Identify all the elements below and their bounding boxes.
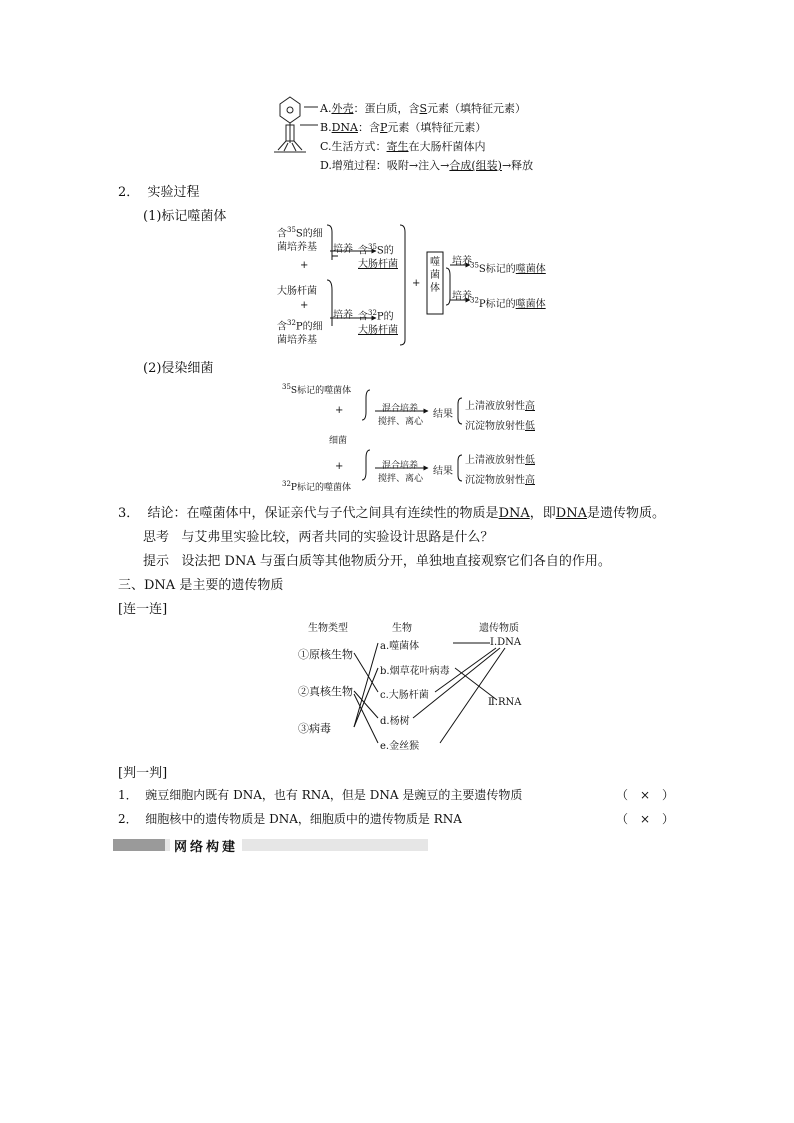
culture-1: 培养 [333,244,353,255]
s35-medium: 含$^{35}$S的细 菌培养基 [277,226,323,254]
connect-lines [354,643,505,743]
infect-plus-1: + [335,405,344,416]
material-dna: Ⅰ.DNA [490,637,522,648]
mix-2: 混合培养 [382,461,419,471]
phage-item-c: C.生活方式：寄生在大肠杆菌体内 [320,140,486,153]
s-sediment: 沉淀物放射性低 [465,421,535,432]
section-three-heading: 三、DNA 是主要的遗传物质 [118,578,284,593]
infect-p32-phage: $^{32}$P标记的噬菌体 [282,480,351,493]
organism-a: a.噬菌体 [380,641,420,652]
infect-plus-2: + [335,461,344,472]
judge-heading: [判一判] [118,766,168,781]
stir-1: 搅拌、离心 [378,417,424,427]
section-2b-heading: (2)侵染细菌 [143,361,214,376]
culture-3: 培养 [452,256,472,267]
judge-item-1: 1． 豌豆细胞内既有 DNA，也有 RNA，但是 DNA 是豌豆的主要遗传物质 [118,788,523,802]
section-3-conclusion: 3． 结论：在噬菌体中，保证亲代与子代之间具有连续性的物质是DNA，即DNA是遗传物质。 [118,506,665,521]
p32-ecoli: 含$^{32}$P的 大肠杆菌 [358,309,398,337]
organism-e: e.金丝猴 [380,741,420,752]
ecoli: 大肠杆菌 [277,286,317,297]
result-1: 结果 [433,409,453,420]
phage-item-a: A.外壳：蛋白质，含S元素（填特征元素） [320,102,526,115]
section-2a-heading: (1)标记噬菌体 [143,209,227,224]
plus-3: + [412,278,421,289]
organism-b: b.烟草花叶病毒 [380,666,450,677]
s-supernatant: 上清液放射性高 [465,401,535,412]
type-eukaryote: ②真核生物 [298,685,353,698]
col-organism: 生物 [392,623,412,634]
connect-heading: [连一连] [118,602,168,617]
organism-d: d.杨树 [380,716,410,727]
plus-2: + [300,300,309,311]
culture-2: 培养 [333,310,353,321]
p32-phage: $^{32}$P标记的噬菌体 [470,296,546,310]
culture-4: 培养 [452,291,472,302]
infect-s35-phage: $^{35}$S标记的噬菌体 [282,383,352,396]
judge-answer-1: （ × ） [616,788,675,802]
phage-icon [274,97,318,152]
material-rna: Ⅱ.RNA [488,697,522,708]
type-virus: ③病毒 [298,722,331,735]
think-line: 思考 与艾弗里实验比较，两者共同的实验设计思路是什么？ [143,530,494,545]
infect-bacteria: 细菌 [329,436,348,446]
phage-box: 噬菌体 [430,257,440,294]
section-bar-accent [113,839,165,851]
stir-2: 搅拌、离心 [378,474,424,484]
result-2: 结果 [433,466,453,477]
s35-phage: $^{35}$S标记的噬菌体 [470,261,546,275]
judge-answer-2: （ × ） [616,812,675,826]
phage-item-d: D.增殖过程：吸附→注入→合成(组装)→释放 [320,159,534,172]
plus-1: + [300,260,309,271]
s35-ecoli: 含$^{35}$S的 大肠杆菌 [358,243,398,271]
hint-line: 提示 设法把 DNA 与蛋白质等其他物质分开，单独地直接观察它们各自的作用。 [143,554,611,569]
section-2-heading: 2． 实验过程 [118,185,200,200]
p32-medium: 含$^{32}$P的细 菌培养基 [277,319,323,347]
judge-item-2: 2． 细胞核中的遗传物质是 DNA，细胞质中的遗传物质是 RNA [118,812,462,826]
p-supernatant: 上清液放射性低 [465,455,535,466]
type-prokaryote: ①原核生物 [298,648,353,661]
mix-1: 混合培养 [382,404,419,414]
col-material: 遗传物质 [479,623,519,634]
section-bar-title: 网络构建 [170,836,242,855]
p-sediment: 沉淀物放射性高 [465,475,535,486]
col-type: 生物类型 [308,623,348,634]
organism-c: c.大肠杆菌 [380,690,429,701]
phage-item-b: B.DNA：含P元素（填特征元素） [320,121,487,134]
